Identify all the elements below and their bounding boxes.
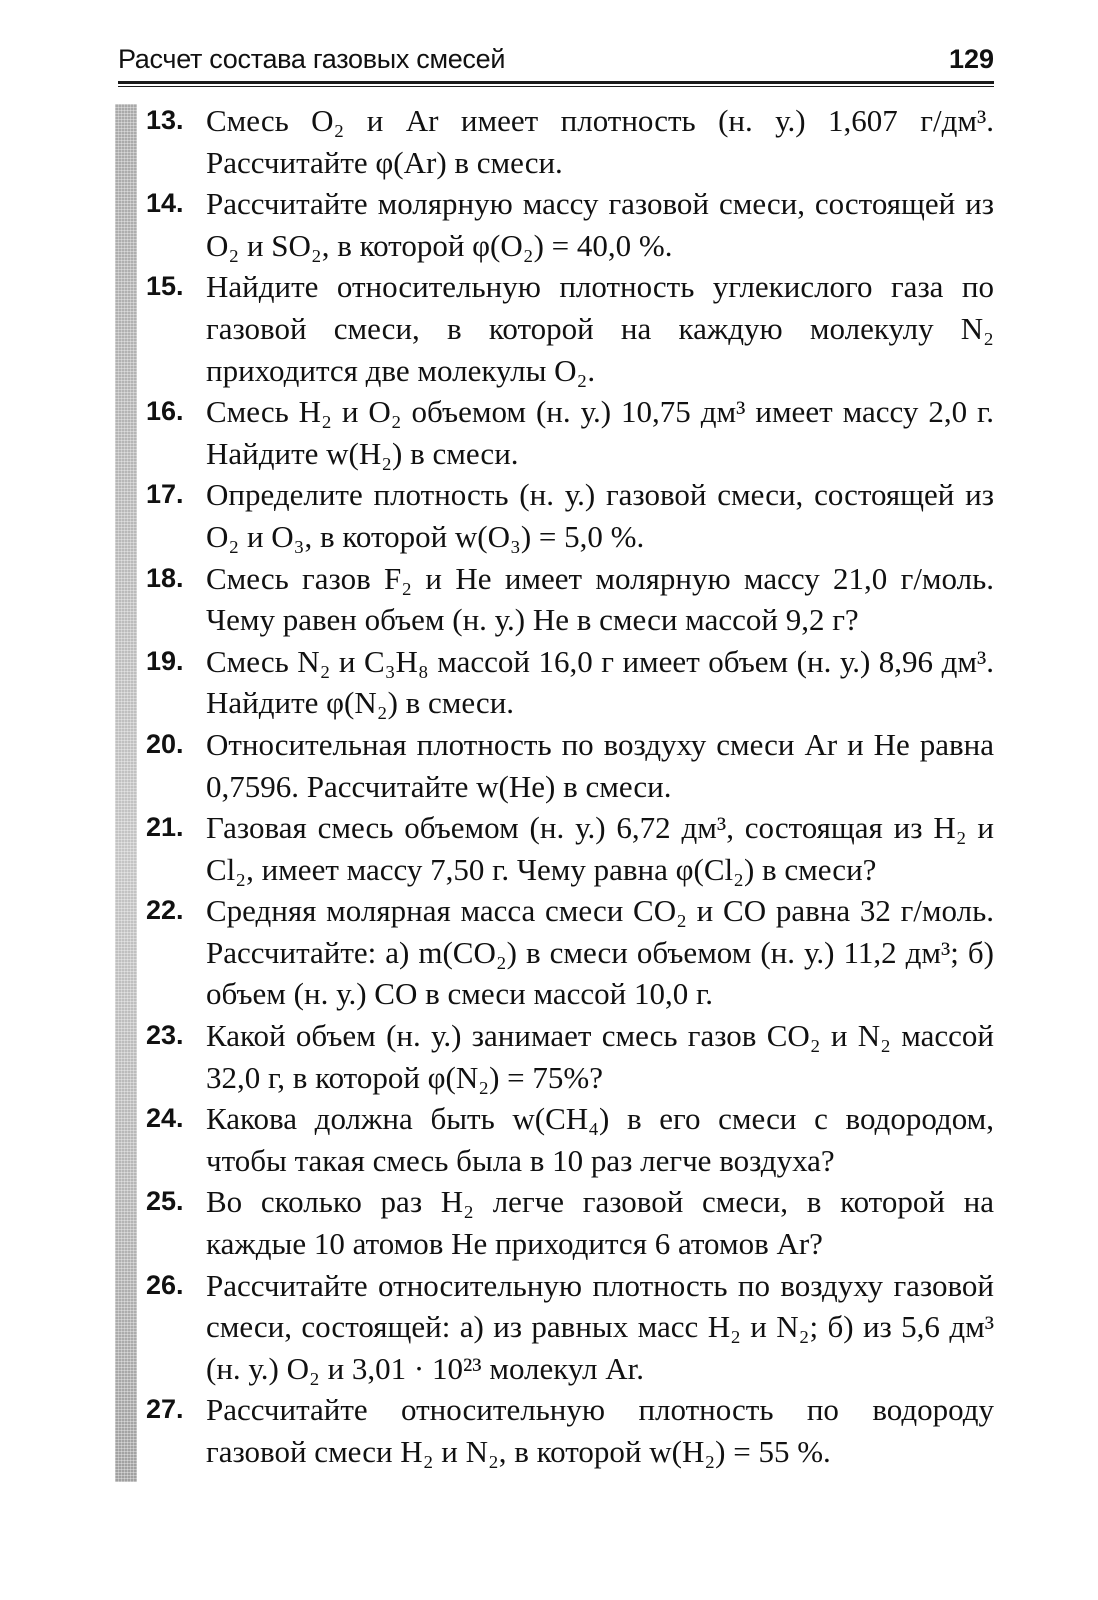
problem-number: 25. [146,1186,184,1217]
problem-text: Рассчитайте молярную массу газовой смеси, состоящей из O₂ и SO₂, в которой φ(O₂) = 40,0 %. [206,186,1002,263]
problem-item [146,807,1002,890]
problem-text: Какова должна быть w(CH₄) в его смеси с водородом, чтобы такая смесь была в 10 раз легче воздуха? [206,1101,1002,1178]
problem-number: 14. [146,188,184,219]
page-number: 129 [948,44,994,74]
problem-text: Смесь газов F₂ и He имеет молярную массу 21,0 г/моль. Чему равен объем (н. у.) He в смеси массой 9,2 г? [206,560,1002,638]
problem-list [146,100,1002,1473]
problem-item [146,558,1002,641]
problem-item [146,890,1002,1015]
problem-number: 23. [146,1020,184,1051]
problem-text: Средняя молярная масса смеси CO₂ и CO равна 32 г/моль. Рассчитайте: а) m(CO₂) в смеси объемом (н. у.) 11,2 дм³; б) объем (н. у.) CO в смеси массой 10,0 г. [206,893,1002,1012]
problem-number: 19. [146,645,184,676]
problem-item [146,1265,1002,1390]
problem-item [146,1098,1002,1181]
problem-text: Рассчитайте относительную плотность по водороду газовой смеси H₂ и N₂, в которой w(H₂) = 55 %. [206,1392,1002,1469]
problem-text: Смесь H₂ и O₂ объемом (н. у.) 10,75 дм³ имеет массу 2,0 г. Найдите w(H₂) в смеси. [206,394,1002,471]
problem-text: Определите плотность (н. у.) газовой смеси, состоящей из O₂ и O₃, в которой w(O₃) = 5,0 %. [206,477,1002,554]
problem-item [146,391,1002,474]
problem-number: 16. [146,396,184,427]
problem-text: Смесь N₂ и C₃H₈ массой 16,0 г имеет объем (н. у.) 8,96 дм³. Найдите φ(N₂) в смеси. [206,643,1002,721]
problem-text: Газовая смесь объемом (н. у.) 6,72 дм³, состоящая из H₂ и Cl₂, имеет массу 7,50 г. Чему равна φ(Cl₂) в смеси? [206,810,1002,887]
problem-number: 24. [146,1103,184,1134]
problem-item [146,724,1002,807]
problem-number: 22. [146,895,184,926]
problem-item [146,266,1002,391]
problem-number: 26. [146,1269,184,1300]
problem-text: Во сколько раз H₂ легче газовой смеси, в которой на каждые 10 атомов He приходится 6 атомов Ar? [206,1184,1002,1262]
header-rule [118,81,994,87]
problem-text: Относительная плотность по воздуху смеси Ar и He равна 0,7596. Рассчитайте w(He) в смеси. [206,726,1002,804]
problem-number: 17. [146,479,184,510]
problem-number: 13. [146,105,184,135]
problem-item [146,1389,1002,1472]
problem-number: 21. [146,812,184,843]
problem-item [146,183,1002,266]
problem-number: 18. [146,562,184,593]
margin-tone-bar [115,104,137,1482]
problem-item [146,474,1002,557]
problem-text: Найдите относительную плотность углекислого газа по газовой смеси, в которой на каждую молекулу N₂ приходится две молекулы O₂. [206,269,1002,388]
problem-number: 15. [146,271,184,302]
problem-item [146,100,1002,183]
running-title: Расчет состава газовых смесей [118,44,506,74]
problem-item [146,641,1002,724]
problem-item [146,1181,1002,1264]
problem-number: 20. [146,728,184,759]
page-header [118,40,994,76]
problem-text: Какой объем (н. у.) занимает смесь газов CO₂ и N₂ массой 32,0 г, в которой φ(N₂) = 75%? [206,1018,1002,1095]
problem-number: 27. [146,1394,184,1425]
problem-text: Смесь O₂ и Ar имеет плотность (н. у.) 1,607 г/дм³. Рассчитайте φ(Ar) в смеси. [206,103,1002,180]
problem-item [146,1015,1002,1098]
problem-text: Рассчитайте относительную плотность по воздуху газовой смеси, состоящей: а) из равных масс H₂ и N₂; б) из 5,6 дм³ (н. у.) O₂ и 3,01 · 10²³ молекул Ar. [206,1267,1002,1386]
